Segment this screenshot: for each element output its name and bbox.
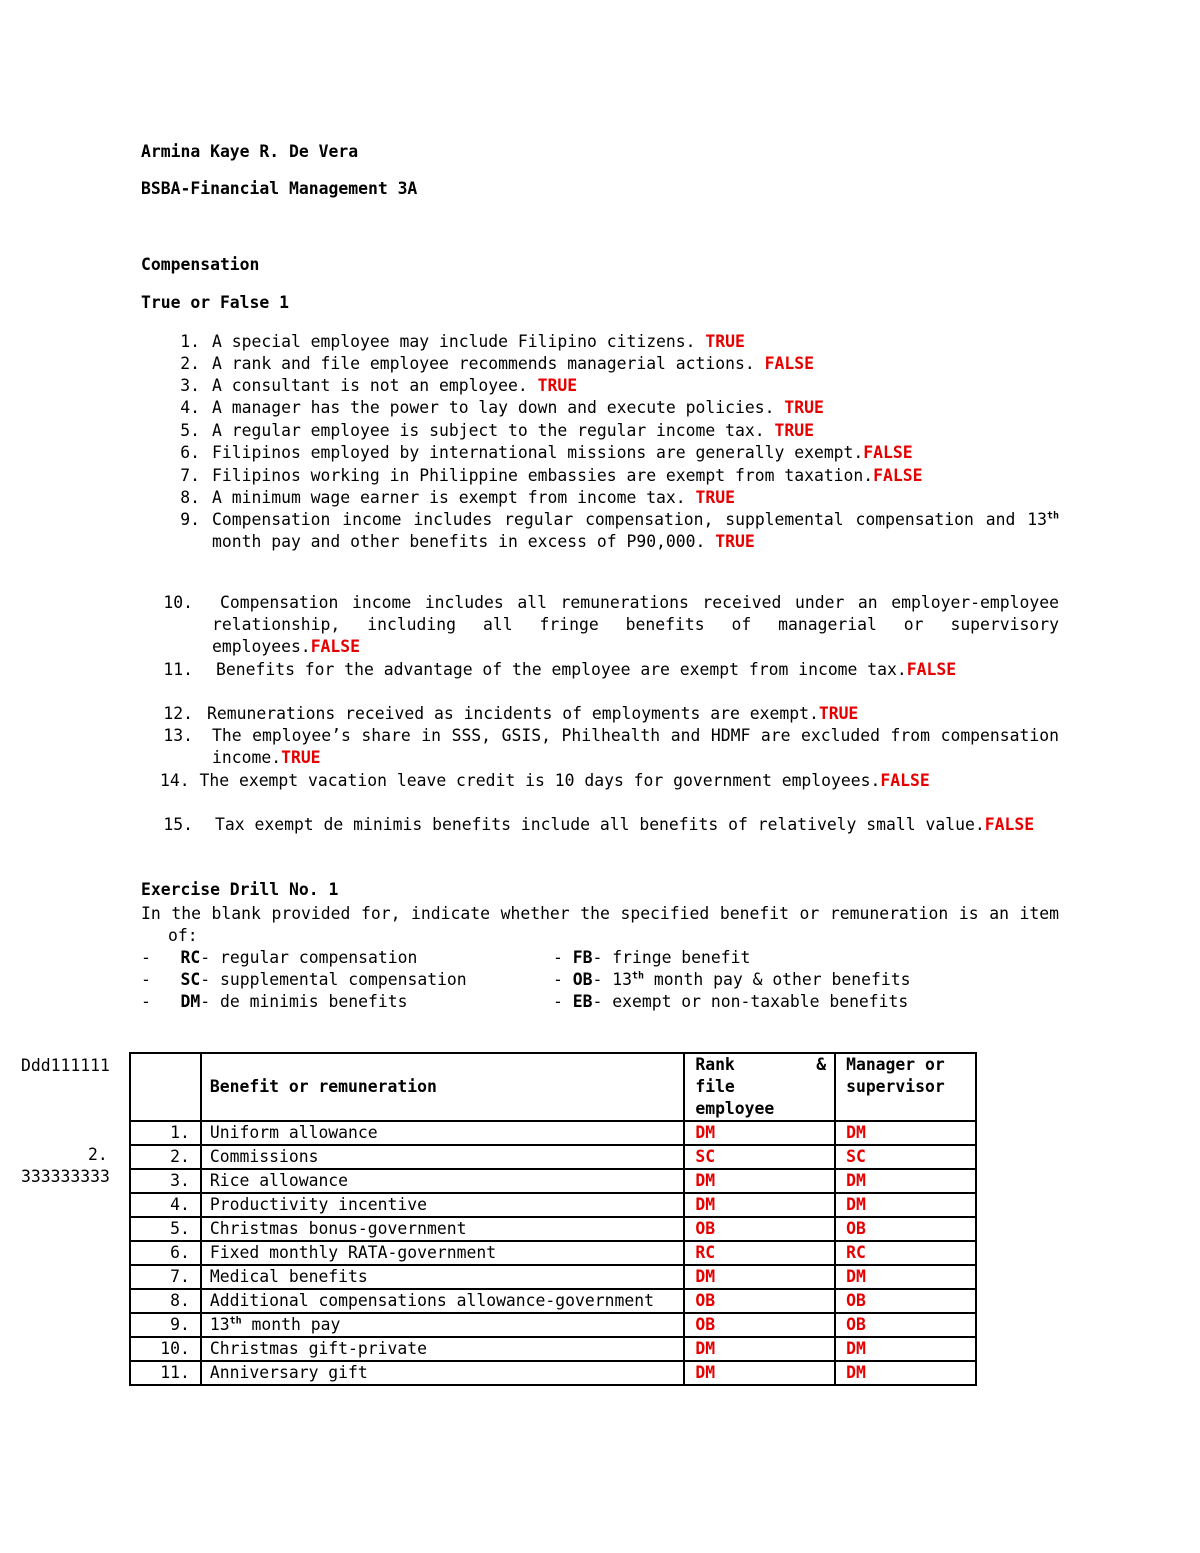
table-row xyxy=(130,1313,976,1337)
item-number: 7. xyxy=(180,466,200,485)
table-row xyxy=(130,1337,976,1361)
item-text: Filipinos employed by international missions are generally exempt. xyxy=(212,443,864,462)
item-answer: TRUE xyxy=(774,421,814,440)
row-rank-file-code: SC xyxy=(684,1145,835,1169)
quiz-item xyxy=(141,770,1059,814)
item-answer: TRUE xyxy=(818,704,859,723)
row-number: 2. xyxy=(130,1145,201,1169)
margin-note: 333333333 xyxy=(21,1167,110,1186)
item-answer: TRUE xyxy=(705,332,745,351)
header-text: Rank xyxy=(695,1055,735,1074)
legend-item xyxy=(553,969,910,991)
margin-note: 2. xyxy=(88,1145,108,1164)
student-course: BSBA-Financial Management 3A xyxy=(141,179,418,198)
row-benefit: Fixed monthly RATA-government xyxy=(201,1241,684,1265)
item-number: 5. xyxy=(180,421,200,440)
item-text: The exempt vacation leave credit is 10 days for government employees. xyxy=(199,771,881,790)
row-benefit: Rice allowance xyxy=(201,1169,684,1193)
item-answer: TRUE xyxy=(715,532,755,551)
item-answer: FALSE xyxy=(863,443,913,462)
quiz-item xyxy=(141,442,1059,464)
header-text: & xyxy=(816,1055,827,1074)
row-rank-file-code: DM xyxy=(684,1337,835,1361)
legend-left xyxy=(141,947,467,1013)
legend-item xyxy=(553,991,910,1013)
quiz-item xyxy=(141,725,1059,769)
drill-title: Exercise Drill No. 1 xyxy=(141,880,339,899)
row-number: 11. xyxy=(130,1361,201,1385)
item-text: Filipinos working in Philippine embassies are exempt from taxation. xyxy=(212,466,874,485)
item-number: 1. xyxy=(180,332,200,351)
quiz-item xyxy=(141,592,1059,658)
row-benefit: Christmas bonus-government xyxy=(201,1217,684,1241)
quiz-item xyxy=(141,487,1059,509)
quiz-item xyxy=(141,397,1059,419)
item-answer: FALSE xyxy=(906,660,957,679)
drill-instruction-text: In the blank provided for, indicate whether the specified benefit or remuneration is an item of: xyxy=(141,904,1059,945)
item-text: A manager has the power to lay down and execute policies. xyxy=(212,398,785,417)
item-number: 8. xyxy=(180,488,200,507)
row-number: 8. xyxy=(130,1289,201,1313)
legend-item xyxy=(553,947,910,969)
header-text: employee xyxy=(695,1099,775,1118)
row-manager-code: DM xyxy=(835,1265,976,1289)
item-text: A minimum wage earner is exempt from income tax. xyxy=(212,488,696,507)
legend-item xyxy=(141,947,467,969)
row-benefit: Commissions xyxy=(201,1145,684,1169)
item-text: Compensation income includes regular compensation, supplemental compensation and 13 xyxy=(212,510,1047,529)
quiz-item xyxy=(141,703,1059,725)
table-row xyxy=(130,1145,976,1169)
row-manager-code: SC xyxy=(835,1145,976,1169)
row-rank-file-code: DM xyxy=(684,1169,835,1193)
row-manager-code: DM xyxy=(835,1169,976,1193)
row-benefit: Productivity incentive xyxy=(201,1193,684,1217)
row-rank-file-code: OB xyxy=(684,1313,835,1337)
table-row xyxy=(130,1193,976,1217)
superscript: th xyxy=(1046,510,1059,522)
legend-dash: - xyxy=(141,970,151,989)
row-rank-file-code: DM xyxy=(684,1265,835,1289)
table-row xyxy=(130,1361,976,1385)
superscript: th xyxy=(229,1315,242,1327)
item-answer: TRUE xyxy=(695,488,736,507)
row-benefit xyxy=(201,1313,684,1337)
quiz-item xyxy=(141,375,1059,397)
row-manager-code: DM xyxy=(835,1121,976,1145)
table-row xyxy=(130,1121,976,1145)
legend-dash: - xyxy=(553,992,563,1011)
row-rank-file-code: DM xyxy=(684,1361,835,1385)
item-text: A regular employee is subject to the regular income tax. xyxy=(212,421,775,440)
row-number: 5. xyxy=(130,1217,201,1241)
item-text: A special employee may include Filipino citizens. xyxy=(212,332,706,351)
row-number: 7. xyxy=(130,1265,201,1289)
legend-desc: - de minimis benefits xyxy=(200,992,408,1011)
item-text: A consultant is not an employee. xyxy=(212,376,538,395)
superscript: th xyxy=(631,970,645,982)
item-answer: FALSE xyxy=(310,637,361,656)
quiz-item xyxy=(141,420,1059,442)
legend-code: SC xyxy=(180,970,201,989)
row-manager-code: OB xyxy=(835,1289,976,1313)
legend-dash: - xyxy=(141,992,151,1011)
legend-desc: - regular compensation xyxy=(200,948,418,967)
item-answer: TRUE xyxy=(784,398,824,417)
row-manager-code: DM xyxy=(835,1337,976,1361)
row-number: 6. xyxy=(130,1241,201,1265)
row-manager-code: DM xyxy=(835,1361,976,1385)
row-benefit: Medical benefits xyxy=(201,1265,684,1289)
item-text: Compensation income includes all remunerations received under an employer-employee relationship, including all fringe benefits of managerial or supervisory employees. xyxy=(212,593,1059,656)
header-cell-rank-file xyxy=(684,1053,835,1121)
row-benefit: Additional compensations allowance-government xyxy=(201,1289,684,1313)
legend-code: RC xyxy=(180,948,201,967)
quiz-item xyxy=(141,353,1059,375)
item-text: Remunerations received as incidents of employments are exempt. xyxy=(207,704,819,723)
item-answer: FALSE xyxy=(873,466,923,485)
legend-code: EB xyxy=(572,992,593,1011)
item-number: 3. xyxy=(180,376,200,395)
row-benefit-text: month pay xyxy=(241,1315,341,1334)
table-row xyxy=(130,1169,976,1193)
header-text: file xyxy=(695,1077,735,1096)
quiz-item xyxy=(141,331,1059,353)
row-rank-file-code: OB xyxy=(684,1289,835,1313)
item-number: 14. xyxy=(160,771,190,790)
legend-desc: month pay & other benefits xyxy=(644,970,911,989)
quiz-item xyxy=(141,659,1059,703)
legend-dash: - xyxy=(141,948,151,967)
row-manager-code: RC xyxy=(835,1241,976,1265)
row-rank-file-code: RC xyxy=(684,1241,835,1265)
item-answer: TRUE xyxy=(281,748,321,767)
item-number: 10. xyxy=(163,593,193,612)
drill-instruction xyxy=(141,903,1059,947)
table-header-row xyxy=(130,1053,976,1121)
header-cell-manager: Manager or supervisor xyxy=(835,1053,976,1121)
row-number: 4. xyxy=(130,1193,201,1217)
legend-item xyxy=(141,969,467,991)
benefits-table xyxy=(129,1052,977,1386)
legend-desc: - fringe benefit xyxy=(592,948,751,967)
row-number: 3. xyxy=(130,1169,201,1193)
row-benefit: Anniversary gift xyxy=(201,1361,684,1385)
item-number: 6. xyxy=(180,443,200,462)
legend-item xyxy=(141,991,467,1013)
legend-right xyxy=(553,947,910,1013)
margin-note: Ddd111111 xyxy=(21,1056,110,1075)
student-name: Armina Kaye R. De Vera xyxy=(141,142,359,161)
quiz-title: True or False 1 xyxy=(141,293,290,312)
table-row xyxy=(130,1241,976,1265)
table-row xyxy=(130,1265,976,1289)
header-cell-benefit: Benefit or remuneration xyxy=(201,1053,684,1121)
header-cell-number xyxy=(130,1053,201,1121)
item-answer: FALSE xyxy=(984,815,1035,834)
row-number: 10. xyxy=(130,1337,201,1361)
quiz-item xyxy=(141,509,1059,575)
quiz-item xyxy=(141,814,1059,858)
item-number: 15. xyxy=(163,815,193,834)
row-rank-file-code: OB xyxy=(684,1217,835,1241)
item-answer: TRUE xyxy=(537,376,578,395)
row-number: 1. xyxy=(130,1121,201,1145)
item-answer: FALSE xyxy=(880,771,930,790)
row-benefit: Uniform allowance xyxy=(201,1121,684,1145)
item-text: A rank and file employee recommends managerial actions. xyxy=(212,354,765,373)
table-row xyxy=(130,1217,976,1241)
item-number: 13. xyxy=(163,726,193,745)
legend-code: DM xyxy=(180,992,201,1011)
row-rank-file-code: DM xyxy=(684,1193,835,1217)
row-number: 9. xyxy=(130,1313,201,1337)
legend-dash: - xyxy=(553,948,563,967)
row-benefit: Christmas gift-private xyxy=(201,1337,684,1361)
legend-dash: - xyxy=(553,970,563,989)
item-text: month pay and other benefits in excess of P90,000. xyxy=(212,532,716,551)
item-text: The employee’s share in SSS, GSIS, Philhealth and HDMF are excluded from compensation income. xyxy=(212,726,1059,767)
row-manager-code: DM xyxy=(835,1193,976,1217)
row-benefit-text: 13 xyxy=(209,1315,230,1334)
section-title: Compensation xyxy=(141,255,260,274)
item-answer: FALSE xyxy=(764,354,814,373)
row-rank-file-code: DM xyxy=(684,1121,835,1145)
quiz-item xyxy=(141,465,1059,487)
item-number: 9. xyxy=(180,510,200,529)
table-row xyxy=(130,1289,976,1313)
item-number: 2. xyxy=(180,354,200,373)
legend-desc: - 13 xyxy=(592,970,632,989)
legend-desc: - supplemental compensation xyxy=(200,970,467,989)
legend-code: FB xyxy=(572,948,593,967)
item-text: Tax exempt de minimis benefits include all benefits of relatively small value. xyxy=(215,815,985,834)
legend-code: OB xyxy=(572,970,593,989)
legend-desc: - exempt or non-taxable benefits xyxy=(592,992,909,1011)
row-manager-code: OB xyxy=(835,1313,976,1337)
item-number: 11. xyxy=(163,660,193,679)
item-number: 4. xyxy=(180,398,200,417)
item-number: 12. xyxy=(163,704,193,723)
row-manager-code: OB xyxy=(835,1217,976,1241)
item-text: Benefits for the advantage of the employee are exempt from income tax. xyxy=(216,660,907,679)
